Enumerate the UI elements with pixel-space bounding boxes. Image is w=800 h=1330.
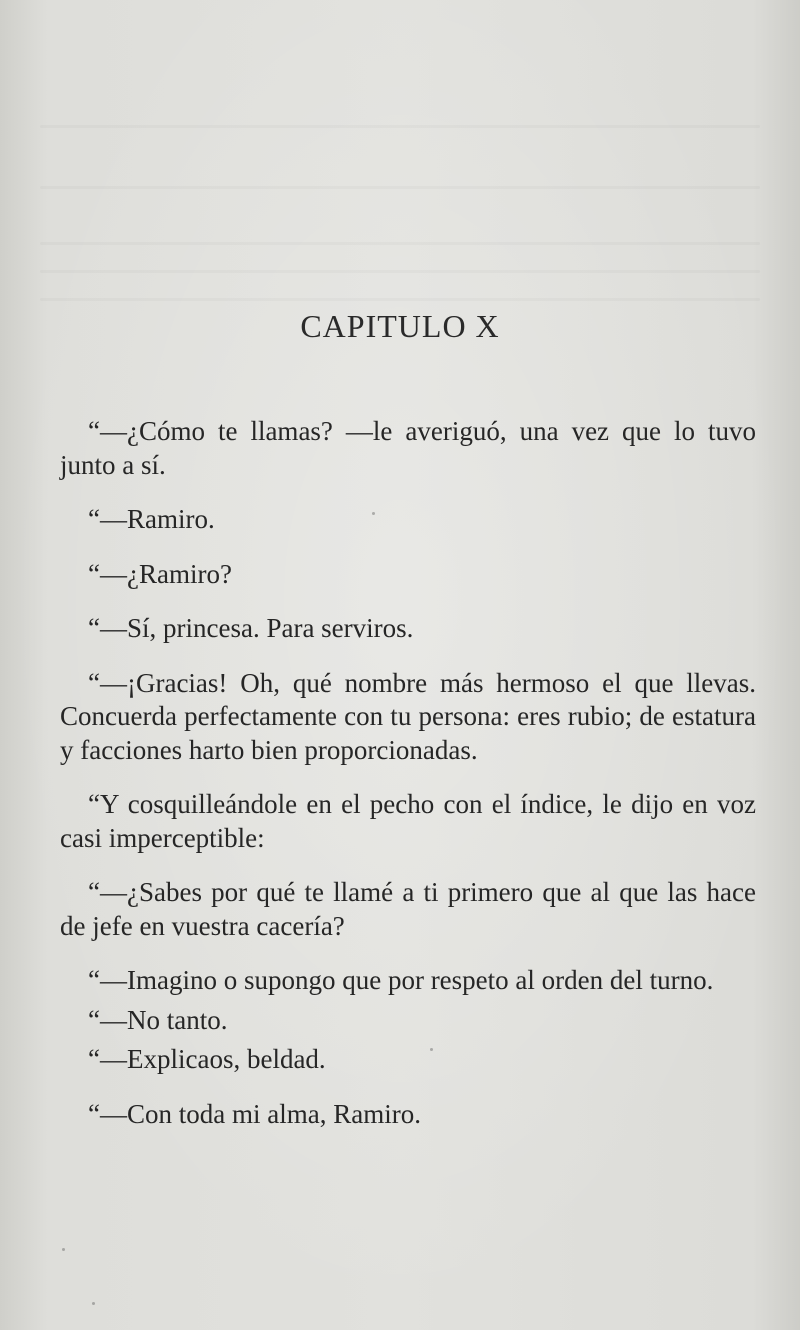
- paragraph: “—Sí, princesa. Para serviros.: [88, 613, 414, 643]
- paragraph: “Y cosquilleándole en el pecho con el índice, le dijo en voz casi imperceptible:: [60, 789, 756, 853]
- paragraph: “—¿Sabes por qué te llamé a ti primero que al que las hace de jefe en vuestra cacería?: [60, 877, 756, 941]
- paper-speck: [92, 1302, 95, 1305]
- bleed-through-mark: [40, 125, 760, 128]
- bleed-through-mark: [40, 270, 760, 273]
- paper-speck: [430, 1048, 433, 1051]
- paragraph: “—¡Gracias! Oh, qué nombre más hermoso el que llevas. Concuerda perfectamente con tu persona: eres rubio; de estatura y facciones harto bien proporcionadas.: [60, 667, 756, 765]
- paper-speck: [62, 1248, 65, 1251]
- paragraph: “—¿Ramiro?: [88, 558, 232, 589]
- bleed-through-mark: [40, 186, 760, 189]
- bleed-through-mark: [40, 242, 760, 245]
- paragraph: “—Ramiro.: [88, 504, 215, 534]
- chapter-title: CAPITULO X: [300, 308, 500, 344]
- paper-speck: [372, 512, 375, 515]
- chapter-body: [60, 415, 756, 1152]
- paragraph: “—Imagino o supongo que por respeto al orden del turno.: [88, 965, 714, 995]
- paragraph: “—No tanto.: [88, 1004, 228, 1035]
- bleed-through-mark: [40, 298, 760, 301]
- paragraph: “—¿Cómo te llamas? —le averiguó, una vez que lo tuvo junto a sí.: [60, 416, 756, 480]
- paragraph: “—Con toda mi alma, Ramiro.: [88, 1098, 421, 1129]
- paragraph: “—Explicaos, beldad.: [88, 1044, 326, 1074]
